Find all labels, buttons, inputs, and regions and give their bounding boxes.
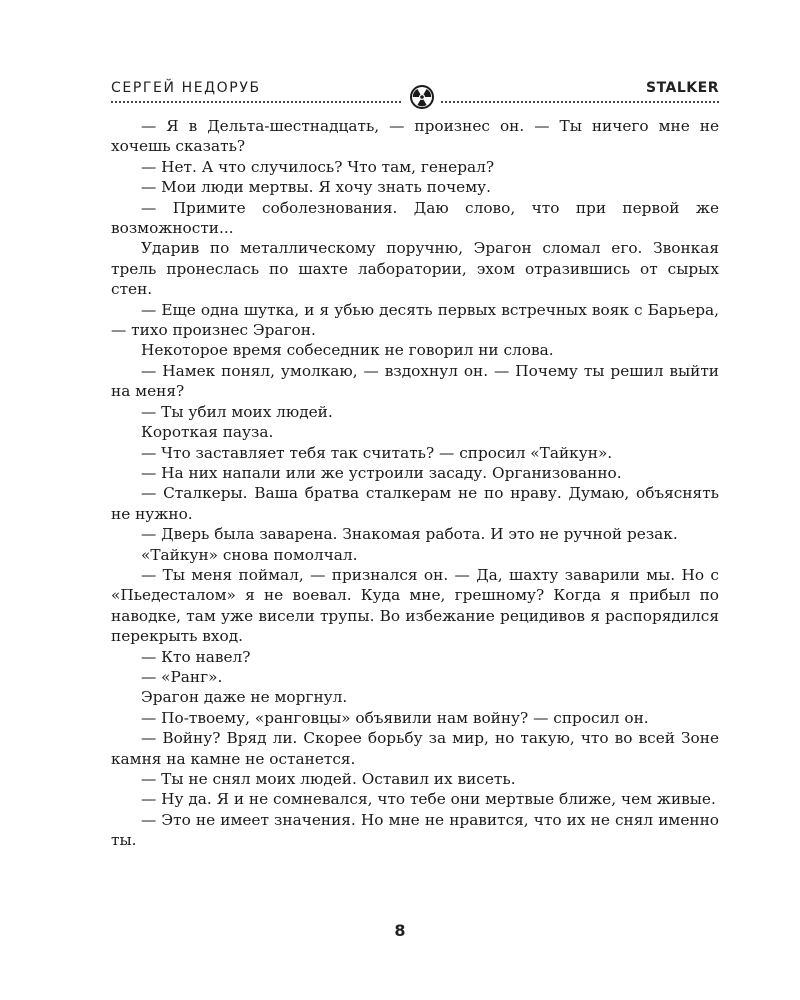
series-title: STALKER [646, 80, 719, 96]
paragraph: — Кто навел? [141, 647, 251, 666]
paragraph: — Ты убил моих людей. [141, 402, 333, 421]
paragraph: — Сталкеры. Ваша братва сталкерам не по нраву. Думаю, объяснять не нужно. [111, 484, 719, 523]
paragraph: — Еще одна шутка, и я убью десять первых встречных вояк с Барьера, — тихо произнес Эрагон. [111, 300, 719, 340]
paragraph: — Примите соболезнования. Даю слово, что при первой же возможности... [111, 198, 719, 238]
paragraph: — Я в Дельта-шестнадцать, — произнес он. — Ты ничего мне не хочешь сказать? [111, 117, 719, 156]
paragraph: — Ну да. Я и не сомневался, что тебе они мертвые ближе, чем живые. [141, 790, 716, 809]
paragraph: — Намек понял, умолкаю, — вздохнул он. — Почему ты решил выйти на меня? [111, 361, 719, 401]
running-header [111, 80, 719, 106]
paragraph: — Войну? Вряд ли. Скорее борьбу за мир, но такую, что во всей Зоне камня на камне не останется. [111, 729, 719, 768]
paragraph: — Это не имеет значения. Но мне не нравится, что их не снял именно ты. [111, 810, 719, 850]
paragraph: Короткая пауза. [141, 423, 274, 442]
header-dotted-rule-right [441, 101, 719, 103]
paragraph: — По-твоему, «ранговцы» объявили нам войну? — спросил он. [141, 708, 649, 727]
paragraph: — Дверь была заварена. Знакомая работа. И это не ручной резак. [141, 525, 678, 544]
paragraph: — Ты не снял моих людей. Оставил их висеть. [141, 770, 516, 788]
header-dotted-rule-left [111, 101, 401, 103]
paragraph: Ударив по металлическому поручню, Эрагон сломал его. Звонкая трель пронеслась по шахте лаборатории, эхом отразившись от сырых стен. [111, 239, 719, 299]
author-name: СЕРГЕЙ НЕДОРУБ [111, 80, 261, 96]
page-number: 8 [394, 921, 406, 940]
paragraph: — Ты меня поймал, — признался он. — Да, шахту заварили мы. Но с «Пьедесталом» я не воевал. Куда мне, грешному? Когда я прибыл по наводке, там уже висели трупы. Во избежание рецидивов я распорядился перекрыть вход. [111, 565, 719, 646]
paragraph: — На них напали или же устроили засаду. Организованно. [141, 463, 622, 482]
paragraph: — Что заставляет тебя так считать? — спросил «Тайкун». [141, 443, 613, 462]
paragraph: — Нет. А что случилось? Что там, генерал? [141, 157, 495, 176]
paragraph: — «Ранг». [141, 667, 223, 686]
paragraph: — Мои люди мертвы. Я хочу знать почему. [141, 178, 491, 197]
radiation-icon [409, 84, 435, 110]
paragraph: Некоторое время собеседник не говорил ни слова. [141, 341, 554, 360]
paragraph: «Тайкун» снова помолчал. [141, 545, 358, 564]
body-text [111, 116, 719, 851]
paragraph: Эрагон даже не моргнул. [141, 688, 348, 707]
